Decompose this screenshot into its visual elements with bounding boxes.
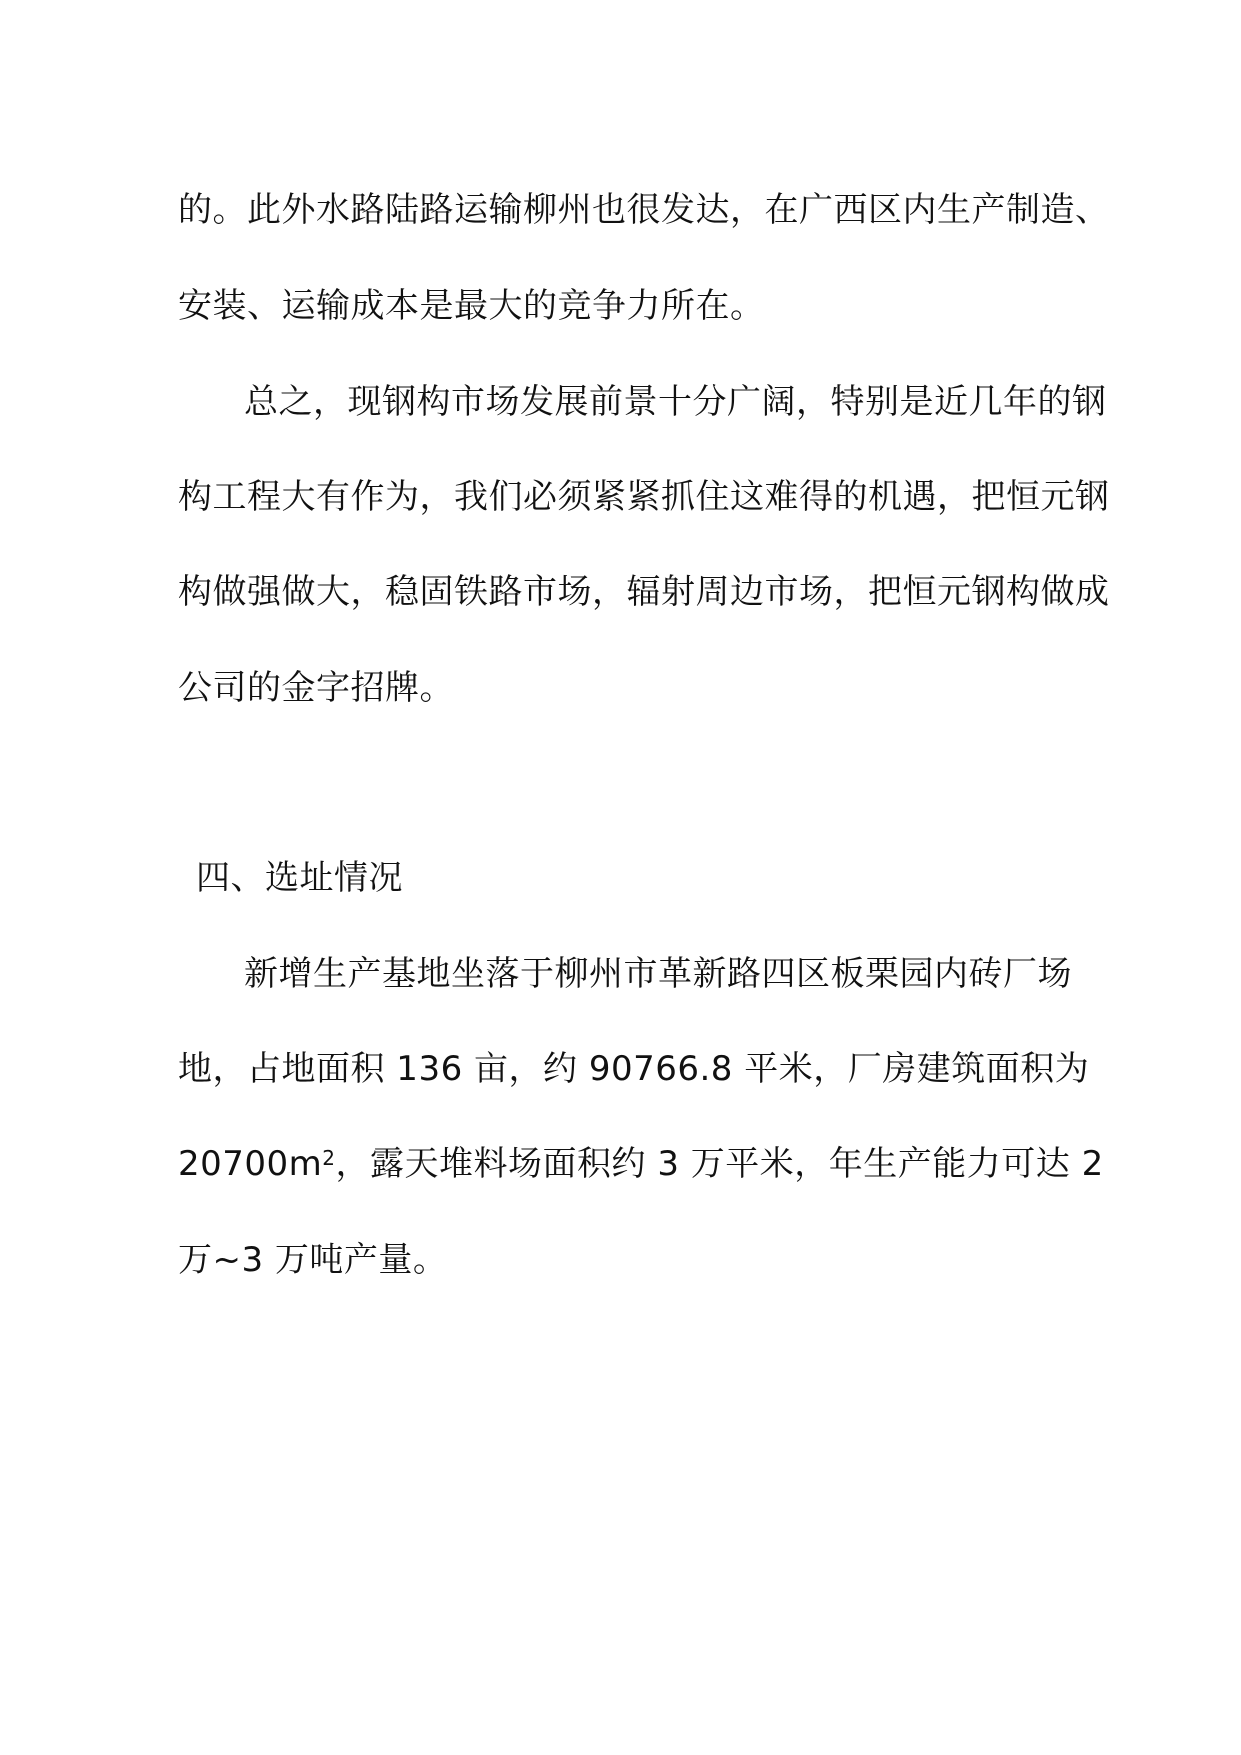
superscript-2: 2 — [322, 1146, 336, 1170]
paragraph-2-line-1: 总之，现钢构市场发展前景十分广阔，特别是近几年的钢 — [244, 382, 1107, 422]
paragraph-3-line-1: 新增生产基地坐落于柳州市革新路四区板栗园内砖厂场 — [244, 954, 1072, 994]
paragraph-1-line-2: 安装、运输成本是最大的竞争力所在。 — [178, 286, 765, 326]
paragraph-2-line-2: 构工程大有作为，我们必须紧紧抓住这难得的机遇，把恒元钢 — [178, 477, 1110, 517]
paragraph-3-line-2: 地，占地面积 136 亩，约 90766.8 平米，厂房建筑面积为 — [178, 1049, 1090, 1089]
section-heading: 四、选址情况 — [196, 858, 403, 898]
paragraph-3-line-4: 万~3 万吨产量。 — [178, 1240, 448, 1280]
paragraph-2-line-4: 公司的金字招牌。 — [178, 668, 454, 708]
paragraph-2-line-3: 构做强做大，稳固铁路市场，辐射周边市场，把恒元钢构做成 — [178, 572, 1110, 612]
paragraph-3-line-3 — [178, 1142, 1104, 1186]
paragraph-1-line-1: 的。此外水路陆路运输柳州也很发达，在广西区内生产制造、 — [178, 190, 1110, 230]
paragraph-3-line-3-text: ，露天堆料场面积约 3 万平米，年生产能力可达 2 — [335, 1144, 1104, 1184]
area-value: 20700m — [178, 1144, 323, 1184]
